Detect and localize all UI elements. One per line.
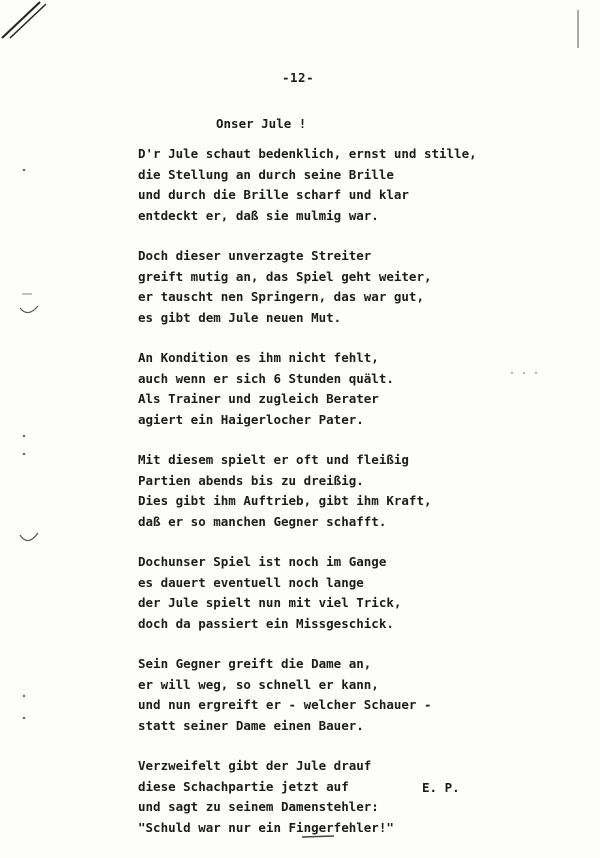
poem-line: agiert ein Haigerlocher Pater. bbox=[138, 411, 364, 427]
stanza bbox=[138, 654, 477, 736]
poem-line: es gibt dem Jule neuen Mut. bbox=[138, 309, 342, 325]
author-signature: E. P. bbox=[422, 780, 460, 795]
poem-line: und sagt zu seinem Damenstehler: bbox=[138, 799, 379, 814]
poem-line: es dauert eventuell noch lange bbox=[138, 574, 364, 590]
stanza bbox=[138, 552, 477, 634]
stanza bbox=[138, 144, 477, 226]
edge-scan-mark bbox=[572, 10, 584, 50]
poem-body bbox=[138, 144, 477, 858]
poem-line: er will weg, so schnell er kann, bbox=[138, 676, 379, 692]
poem-line: Verzweifelt gibt der Jule drauf bbox=[138, 758, 372, 773]
stanza bbox=[138, 348, 477, 430]
poem-line: er tauscht nen Springern, das war gut, bbox=[138, 289, 424, 304]
page-number: -12- bbox=[282, 70, 315, 85]
poem-line: "Schuld war nur ein Fingerfehler!" bbox=[138, 819, 394, 835]
stanza bbox=[138, 450, 477, 532]
poem-line: Dies gibt ihm Auftrieb, gibt ihm Kraft, bbox=[138, 493, 432, 508]
poem-line: Dochunser Spiel ist noch im Gange bbox=[138, 554, 387, 569]
margin-dots-mark bbox=[18, 690, 32, 730]
poem-line: auch wenn er sich 6 Stunden quält. bbox=[138, 370, 394, 386]
corner-scan-mark bbox=[0, 0, 60, 40]
poem-line: greift mutig an, das Spiel geht weiter, bbox=[138, 268, 432, 284]
poem-line: und durch die Brille scharf und klar bbox=[138, 187, 409, 202]
stanza bbox=[138, 756, 477, 838]
poem-line: doch da passiert ein Missgeschick. bbox=[138, 615, 394, 631]
margin-dots-mark bbox=[18, 428, 32, 464]
poem-line: die Stellung an durch seine Brille bbox=[138, 166, 394, 182]
poem-line: Als Trainer und zugleich Berater bbox=[138, 391, 379, 406]
poem-line: diese Schachpartie jetzt auf bbox=[138, 778, 349, 794]
poem-line: daß er so manchen Gegner schafft. bbox=[138, 513, 387, 529]
punch-hole-mark bbox=[18, 525, 42, 551]
poem-line: statt seiner Dame einen Bauer. bbox=[138, 717, 364, 733]
margin-dots-mark bbox=[18, 160, 32, 180]
punch-hole-mark bbox=[18, 290, 42, 320]
poem-line: Mit diesem spielt er oft und fleißig bbox=[138, 452, 409, 467]
poem-title: Onser Jule ! bbox=[216, 116, 307, 131]
poem-line: D'r Jule schaut bedenklich, ernst und stille, bbox=[138, 146, 477, 161]
stanza bbox=[138, 246, 477, 328]
poem-line: Doch dieser unverzagte Streiter bbox=[138, 248, 372, 263]
poem-line: Partien abends bis zu dreißig. bbox=[138, 472, 364, 488]
poem-line: An Kondition es ihm nicht fehlt, bbox=[138, 350, 379, 365]
margin-dots-mark bbox=[508, 368, 544, 378]
poem-line: und nun ergreift er - welcher Schauer - bbox=[138, 697, 432, 712]
poem-line: entdeckt er, daß sie mulmig war. bbox=[138, 207, 379, 223]
poem-line: Sein Gegner greift die Dame an, bbox=[138, 656, 372, 671]
poem-line: der Jule spielt nun mit viel Trick, bbox=[138, 595, 402, 610]
